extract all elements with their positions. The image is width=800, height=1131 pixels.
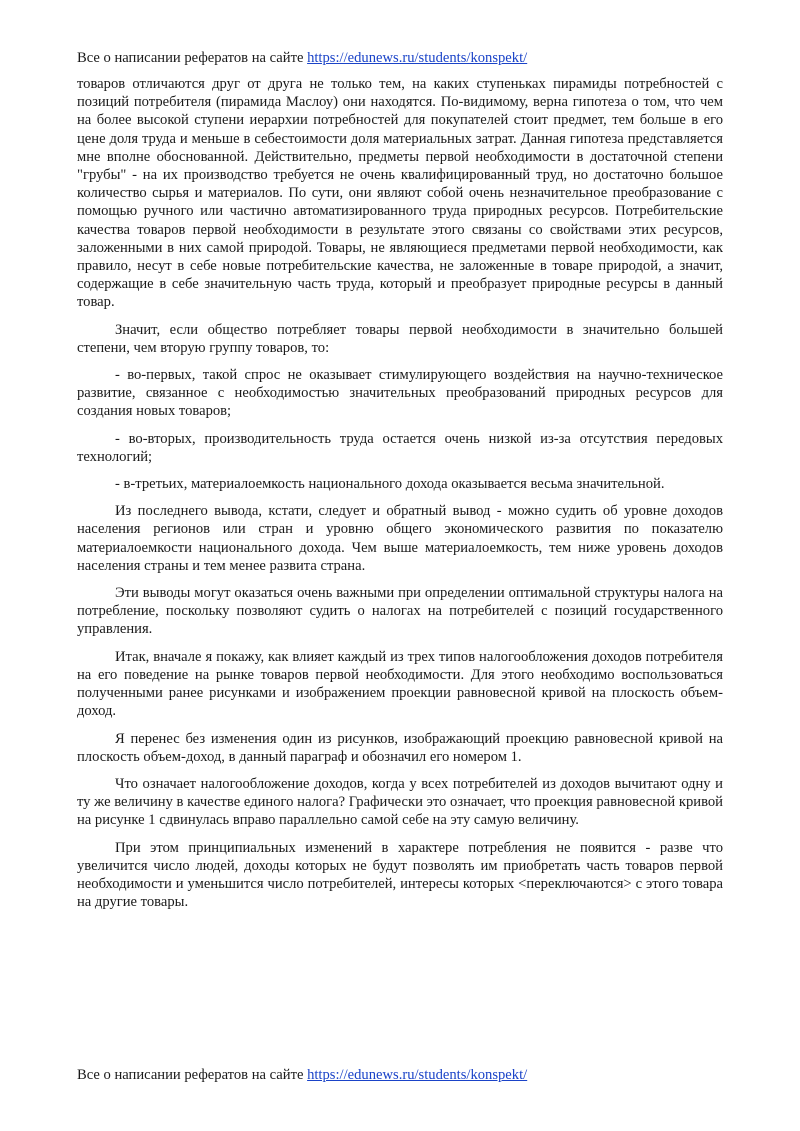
paragraph: Из последнего вывода, кстати, следует и обратный вывод - можно судить об уровне доходов населения регионов или стран и уровню общего экономического развития по показателю материалоемкости национального дохода. Чем выше материалоемкость, тем ниже уровень доходов населения страны и тем менее развита страна.	[77, 503, 723, 574]
paragraph: Эти выводы могут оказаться очень важными при определении оптимальной структуры налога на потребление, поскольку позволяют судить о налогах на потребителей с позиций государственного управления.	[77, 585, 723, 638]
header-text: Все о написании рефератов на сайте	[77, 50, 308, 66]
paragraph: Что означает налогообложение доходов, когда у всех потребителей из доходов вычитают одну и ту же величину в качестве единого налога? Графически это означает, что проекция равновесной кривой на рисунке 1 сдвинулась вправо параллельно самой себе на эту самую величину.	[77, 775, 723, 829]
list-item: - во-первых, такой спрос не оказывает стимулирующего воздействия на научно-техническое развитие, связанное с необходимостью значительных преобразований природных ресурсов для создания новых товаров;	[77, 367, 723, 420]
page-header	[77, 49, 527, 67]
body-text	[77, 75, 723, 920]
paragraph: При этом принципиальных изменений в характере потребления не появится - разве что увеличится число людей, доходы которых не будут позволять им приобретать часть товаров первой необходимости и уменьшится число потребителей, интересы которых <переключаются> с этого товара на другие товары.	[77, 839, 723, 911]
page-footer	[77, 1066, 527, 1084]
header-link[interactable]: https://edunews.ru/students/konspekt/	[307, 50, 528, 66]
paragraph: товаров отличаются друг от друга не только тем, на каких ступеньках пирамиды потребностей с позиций потребителя (пирамида Маслоу) они находятся. По-видимому, верна гипотеза о том, что чем на более высокой ступени иерархии потребностей для покупателей стоит предмет, тем больше в его цене доля труда и меньше в себестоимости доля материальных затрат. Данная гипотеза представляется мне вполне обоснованной. Действительно, предметы первой необходимости в достаточной степени "грубы" - на их производство требуется не очень квалифицированный труд, но достаточно большое количество сырья и материалов. По сути, они являют собой очень незначительное преобразование с помощью ручного или частично автоматизированного труда природных ресурсов. Потребительские качества товаров первой необходимости в результате этого связаны со свойствами этих ресурсов, заложенными в них самой природой. Товары, не являющиеся предметами первой необходимости, как правило, несут в себе новые потребительские качества, не заложенные в товаре природой, а значит, содержащие в себе значительную часть труда, который и преобразует природные ресурсы в данный товар.	[77, 76, 723, 311]
paragraph: Я перенес без изменения один из рисунков, изображающий проекцию равновесной кривой на плоскость объем-доход, в данный параграф и обозначил его номером 1.	[77, 730, 723, 765]
paragraph: Итак, вначале я покажу, как влияет каждый из трех типов налогообложения доходов потребителя на его поведение на рынке товаров первой необходимости. Для этого необходимо воспользоваться полученными ранее рисунками и изображением проекции равновесной кривой на плоскость объем-доход.	[77, 648, 723, 720]
list-item: - в-третьих, материалоемкость национального дохода оказывается весьма значительной.	[115, 476, 665, 493]
footer-text: Все о написании рефератов на сайте	[77, 1067, 308, 1083]
paragraph: Значит, если общество потребляет товары первой необходимости в значительно большей степени, чем вторую группу товаров, то:	[77, 321, 723, 356]
footer-link[interactable]: https://edunews.ru/students/konspekt/	[307, 1067, 528, 1083]
list-item: - во-вторых, производительность труда остается очень низкой из-за отсутствия передовых технологий;	[77, 430, 723, 465]
